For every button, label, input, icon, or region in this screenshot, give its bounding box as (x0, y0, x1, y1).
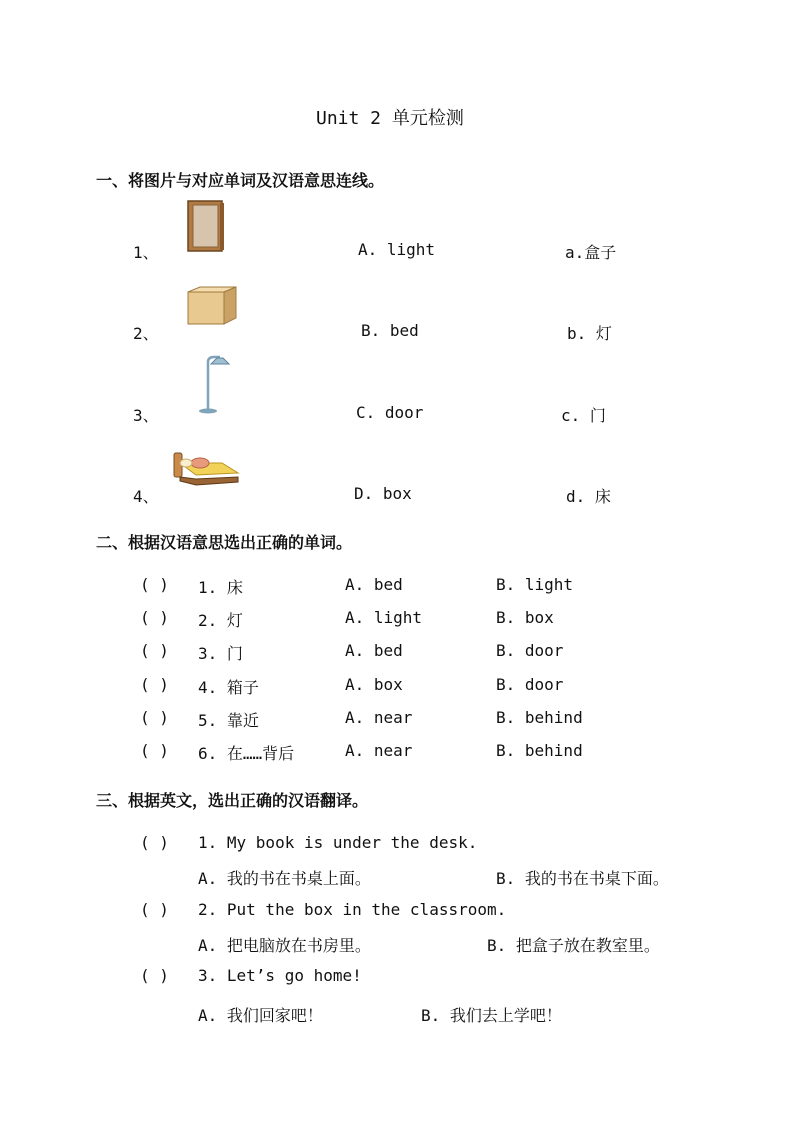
answer-blank[interactable]: ( ) (140, 575, 169, 594)
option-b: B. 我的书在书桌下面。 (496, 869, 669, 888)
option-b: B. behind (496, 708, 583, 727)
option-b: B. 我们去上学吧！ (421, 1006, 562, 1025)
bed-picture (172, 449, 242, 487)
option-a: A. 我们回家吧！ (198, 1006, 323, 1025)
option-a: A. box (345, 675, 403, 694)
row-number: 3、 (133, 406, 159, 425)
question-text: 2. 灯 (198, 611, 243, 630)
question-text: 3. Let’s go home! (198, 966, 362, 985)
question-text: 6. 在……背后 (198, 744, 295, 763)
option-a: A. 把电脑放在书房里。 (198, 936, 371, 955)
option-b: B. 把盒子放在教室里。 (487, 936, 660, 955)
option-b: B. door (496, 675, 564, 694)
option-b: B. door (496, 641, 564, 660)
answer-blank[interactable]: ( ) (140, 608, 169, 627)
answer-blank[interactable]: ( ) (140, 675, 169, 694)
meaning-option: b. 灯 (567, 324, 612, 343)
option-a: A. bed (345, 641, 403, 660)
answer-blank[interactable]: ( ) (140, 641, 169, 660)
section3-heading: 三、根据英文，选出正确的汉语翻译。 (96, 791, 369, 810)
section1-heading: 一、将图片与对应单词及汉语意思连线。 (96, 171, 385, 190)
option-a: A. 我的书在书桌上面。 (198, 869, 371, 888)
cardboard-box-picture (184, 286, 240, 326)
meaning-option: c. 门 (561, 406, 606, 425)
option-a: A. near (345, 741, 413, 760)
option-b: B. light (496, 575, 574, 594)
page-title: Unit 2 单元检测 (316, 108, 464, 129)
word-option: D. box (354, 484, 412, 503)
row-number: 2、 (133, 324, 159, 343)
question-text: 3. 门 (198, 644, 243, 663)
option-a: A. bed (345, 575, 403, 594)
answer-blank[interactable]: ( ) (140, 900, 169, 919)
option-b: B. behind (496, 741, 583, 760)
question-text: 1. My book is under the desk. (198, 833, 478, 852)
word-option: A. light (358, 240, 436, 259)
question-text: 1. 床 (198, 578, 243, 597)
word-option: C. door (356, 403, 424, 422)
answer-blank[interactable]: ( ) (140, 708, 169, 727)
row-number: 1、 (133, 243, 159, 262)
answer-blank[interactable]: ( ) (140, 966, 169, 985)
section2-heading: 二、根据汉语意思选出正确的单词。 (96, 533, 353, 552)
meaning-option: a.盒子 (565, 243, 617, 262)
question-text: 5. 靠近 (198, 711, 259, 730)
floor-lamp-picture (196, 354, 234, 414)
option-a: A. light (345, 608, 423, 627)
question-text: 2. Put the box in the classroom. (198, 900, 507, 919)
row-number: 4、 (133, 487, 159, 506)
cabinet-door-picture (186, 199, 226, 253)
answer-blank[interactable]: ( ) (140, 741, 169, 760)
option-b: B. box (496, 608, 554, 627)
word-option: B. bed (361, 321, 419, 340)
question-text: 4. 箱子 (198, 678, 259, 697)
meaning-option: d. 床 (566, 487, 611, 506)
answer-blank[interactable]: ( ) (140, 833, 169, 852)
option-a: A. near (345, 708, 413, 727)
